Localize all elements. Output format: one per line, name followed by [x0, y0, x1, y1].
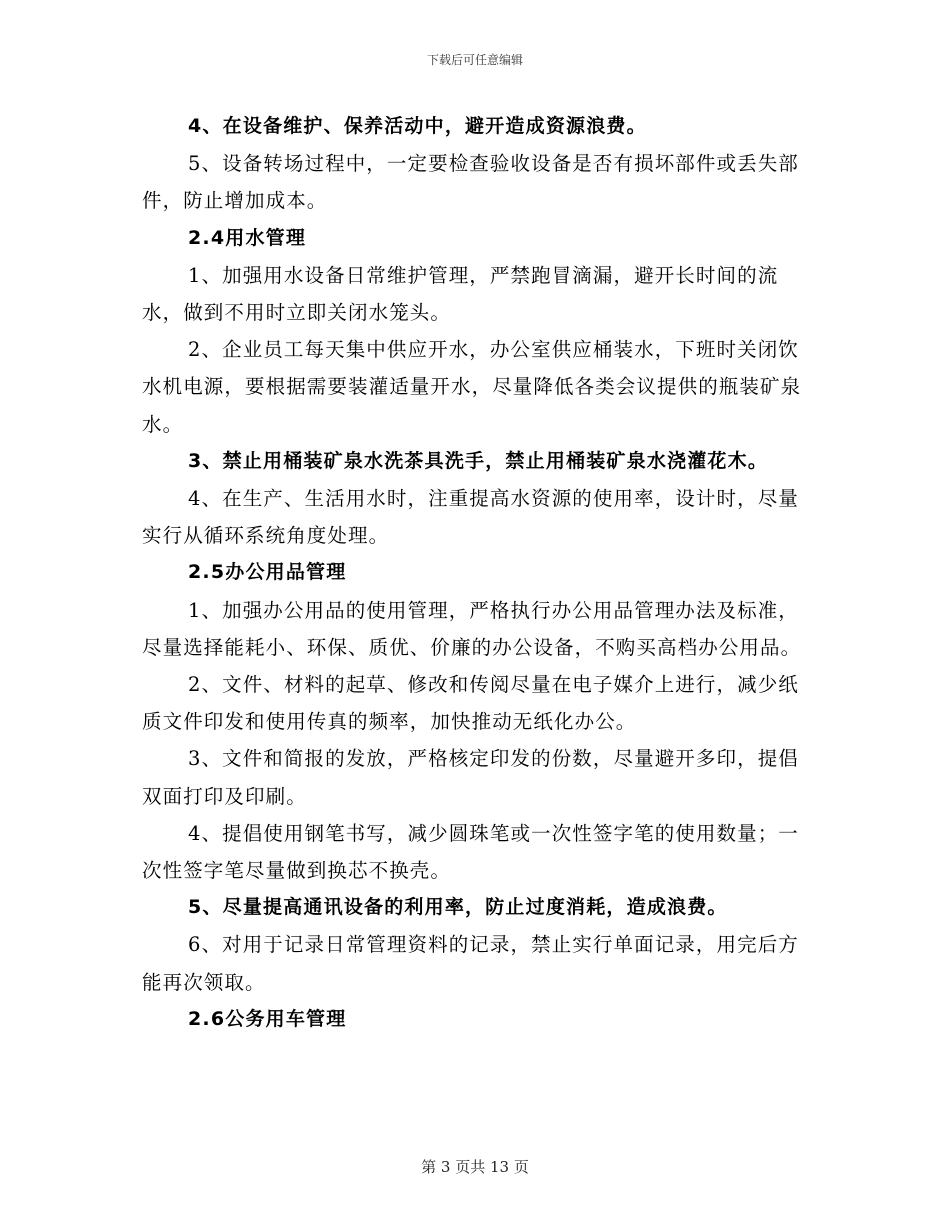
section-heading: 2.4用水管理 [188, 226, 307, 249]
paragraph: 4、在设备维护、保养活动中，避开造成资源浪费。 [188, 115, 647, 137]
paragraph: 5、尽量提高通讯设备的利用率，防止过度消耗，造成浪费。 [188, 896, 728, 919]
paragraph: 4、提倡使用钢笔书写，减少圆珠笔或一次性签字笔的使用数量；一次性签字笔尽量做到换芯不换壳。 [142, 821, 799, 883]
paragraph: 4、在生产、生活用水时，注重提高水资源的使用率，设计时，尽量实行从循环系统角度处理。 [142, 487, 799, 548]
paragraph: 1、加强办公用品的使用管理，严格执行办公用品管理办法及标准，尽量选择能耗小、环保、质优、价廉的办公设备，不购买高档办公用品。 [142, 598, 802, 659]
section-heading: 2.6公务用车管理 [188, 1007, 347, 1030]
paragraph: 1、加强用水设备日常维护管理，严禁跑冒滴漏，避开长时间的流水，做到不用时立即关闭水笼头。 [142, 263, 779, 325]
paragraph: 3、文件和简报的发放，严格核定印发的份数，尽量避开多印，提倡双面打印及印刷。 [142, 747, 799, 808]
paragraph: 2、企业员工每天集中供应开水，办公室供应桶装水，下班时关闭饮水机电源，要根据需要装灌适量开水，尽量降低各类会议提供的瓶装矿泉水。 [142, 338, 802, 436]
paragraph: 6、对用于记录日常管理资料的记录，禁止实行单面记录，用完后方能再次领取。 [142, 933, 799, 994]
section-heading: 2.5办公用品管理 [188, 561, 347, 584]
page-footer: 第 3 页共 13 页 [421, 1158, 529, 1176]
paragraph: 5、设备转场过程中，一定要检查验收设备是否有损坏部件或丢失部件，防止增加成本。 [142, 152, 799, 213]
document-body [142, 108, 810, 1038]
page-header: 下载后可任意编辑 [426, 53, 523, 67]
paragraph: 2、文件、材料的起草、修改和传阅尽量在电子媒介上进行，减少纸质文件印发和使用传真的频率，加快推动无纸化办公。 [142, 673, 799, 734]
paragraph: 3、禁止用桶装矿泉水洗茶具洗手，禁止用桶装矿泉水浇灌花木。 [188, 449, 769, 472]
